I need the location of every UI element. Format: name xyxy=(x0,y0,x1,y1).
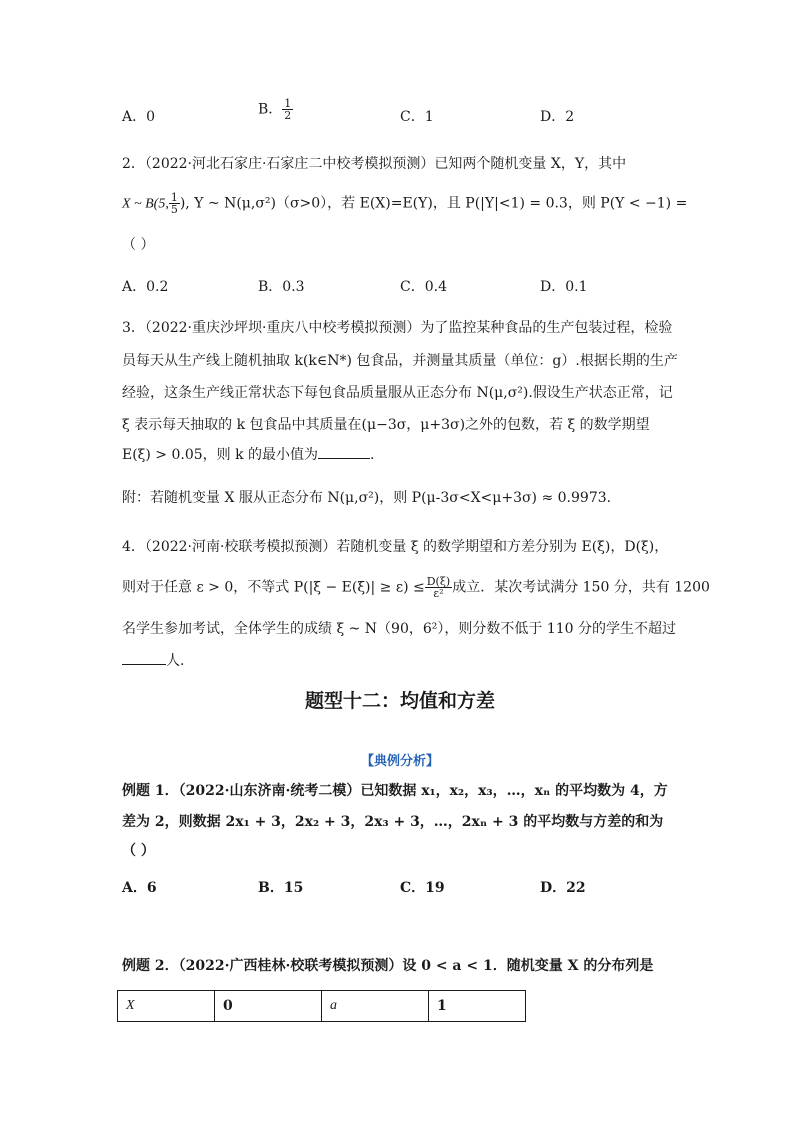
q3-answer-blank xyxy=(318,446,370,459)
q1-option-c: C．1 xyxy=(400,109,434,125)
q4-stem-line2-a: 则对于任意 ε > 0，不等式 P(|ξ − E(ξ)| ≥ ε) ≤ xyxy=(122,579,425,596)
q2-option-a: A．0.2 xyxy=(122,279,169,295)
q4-stem-line1: 4．（2022·河南·校联考模拟预测）若随机变量 ξ 的数学期望和方差分别为 E(ξ)，D(ξ)， xyxy=(122,539,669,555)
q4-fraction xyxy=(425,576,452,599)
q3-stem-line4: ξ 表示每天抽取的 k 包食品中其质量在(μ−3σ，μ+3σ)之外的包数，若 ξ 的数学期望 xyxy=(122,417,650,433)
q3-stem-line5 xyxy=(122,444,375,464)
q2-stem-line2 xyxy=(122,192,687,215)
q2-stem-rest: ), Y ~ N(μ,σ²)（σ>0），若 E(X)=E(Y)，且 P(|Y|<1) = 0.3，则 P(Y < −1) = xyxy=(179,195,688,212)
q1-option-a: A．0 xyxy=(122,109,156,125)
ex1-stem-line1: 例题 1．（2022·山东济南·统考二模）已知数据 x₁，x₂，x₃，…，xₙ 的平均数为 4，方 xyxy=(122,783,668,799)
q3-stem-line2: 员每天从生产线上随机抽取 k(k∈N*) 包食品，并测量其质量（单位：g）.根据长期的生产 xyxy=(122,353,678,369)
table-cell: 0 xyxy=(215,991,322,1022)
ex1-answer-paren: （ ） xyxy=(122,843,155,859)
analysis-label: 【典例分析】 xyxy=(360,754,439,769)
q4-stem-line3: 名学生参加考试，全体学生的成绩 ξ ~ N（90，6²），则分数不低于 110 分的学生不超过 xyxy=(122,621,676,637)
fraction-numerator: 1 xyxy=(170,191,178,204)
q4-answer-blank xyxy=(122,652,166,665)
q3-stem-line5-text: E(ξ) > 0.05，则 k 的最小值为 xyxy=(122,447,319,463)
fraction-numerator: 1 xyxy=(284,97,292,110)
q4-stem-line4 xyxy=(122,650,184,670)
fraction-denominator: ε² xyxy=(433,587,444,600)
q2-x-distribution: X ~ B(5, xyxy=(122,196,169,212)
q3-stem-line1: 3．（2022·重庆沙坪坝·重庆八中校考模拟预测）为了监控某种食品的生产包装过程，检验 xyxy=(122,320,673,336)
q1-option-b-fraction xyxy=(282,98,293,121)
q4-stem-line4-end: 人. xyxy=(166,653,185,669)
q2-fraction xyxy=(169,192,180,215)
table-cell: X xyxy=(118,991,215,1022)
ex1-option-b: B．15 xyxy=(258,880,304,896)
q2-answer-paren: （ ） xyxy=(122,237,155,253)
table-cell: a xyxy=(322,991,429,1022)
ex1-option-a: A．6 xyxy=(122,880,157,896)
q2-stem-line1: 2．（2022·河北石家庄·石家庄二中校考模拟预测）已知两个随机变量 X，Y，其中 xyxy=(122,156,627,172)
q1-option-d: D．2 xyxy=(540,109,575,125)
distribution-table xyxy=(117,990,526,1022)
q4-stem-line2-b: 成立．某次考试满分 150 分，共有 1200 xyxy=(452,579,710,596)
q2-option-d: D．0.1 xyxy=(540,279,588,295)
q3-note: 附：若随机变量 X 服从正态分布 N(μ,σ²)，则 P(μ-3σ<X<μ+3σ) ≈ 0.9973. xyxy=(122,490,612,506)
fraction-denominator: 5 xyxy=(170,203,178,216)
q4-stem-line2 xyxy=(122,576,710,599)
q3-stem-line5-end: . xyxy=(370,447,375,463)
section-title: 题型十二：均值和方差 xyxy=(304,690,495,712)
ex1-option-d: D．22 xyxy=(540,880,586,896)
ex1-stem-line2: 差为 2，则数据 2x₁ + 3，2x₂ + 3，2x₃ + 3，…，2xₙ + 3 的平均数与方差的和为 xyxy=(122,814,664,830)
ex1-option-c: C．19 xyxy=(400,880,445,896)
fraction-numerator: D(ξ) xyxy=(426,575,451,588)
q1-option-b-prefix: B． xyxy=(258,101,283,118)
q1-option-b xyxy=(258,98,293,121)
q2-option-b: B．0.3 xyxy=(258,279,305,295)
q2-option-c: C．0.4 xyxy=(400,279,447,295)
fraction-denominator: 2 xyxy=(284,109,292,122)
table-row xyxy=(118,991,526,1022)
ex2-stem-line1: 例题 2．（2022·广西桂林·校联考模拟预测）设 0 < a < 1．随机变量 X 的分布列是 xyxy=(122,958,654,974)
table-cell: 1 xyxy=(429,991,526,1022)
q3-stem-line3: 经验，这条生产线正常状态下每包食品质量服从正态分布 N(μ,σ²).假设生产状态正常，记 xyxy=(122,385,673,401)
